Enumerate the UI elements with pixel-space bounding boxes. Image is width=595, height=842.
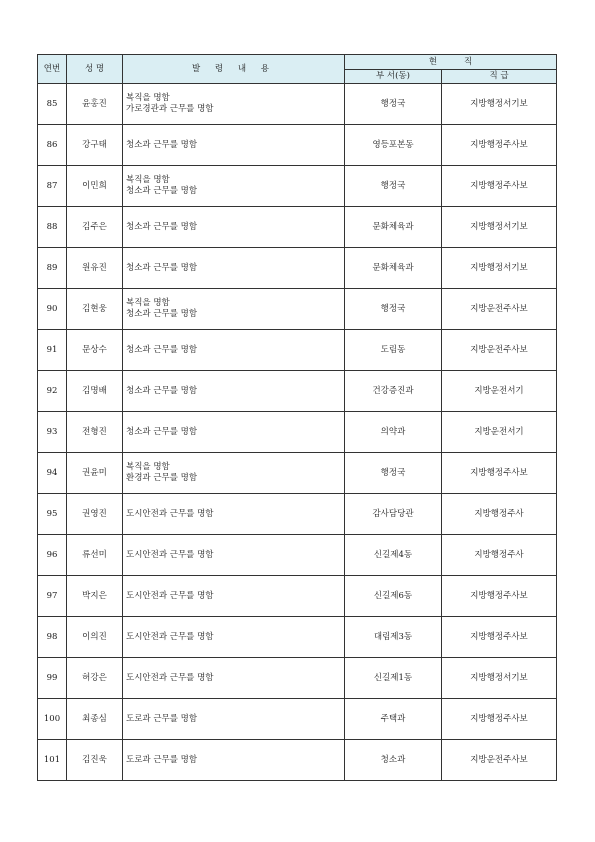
- row-rank: 지방행정주사: [442, 535, 557, 576]
- row-name: 원유진: [67, 248, 123, 289]
- row-name: 이의진: [67, 617, 123, 658]
- row-rank: 지방행정주사보: [442, 699, 557, 740]
- appointment-line: 청소과 근무를 명함: [126, 221, 198, 232]
- row-number: 101: [38, 740, 67, 781]
- row-appointment-content: [123, 535, 345, 576]
- appointment-line: 청소과 근무를 명함: [126, 426, 198, 437]
- row-department: 행정국: [345, 453, 442, 494]
- appointment-line: 청소과 근무를 명함: [126, 186, 198, 196]
- table-row: [38, 617, 557, 658]
- personnel-table: [37, 54, 557, 781]
- row-number: 88: [38, 207, 67, 248]
- row-rank: 지방행정주사보: [442, 166, 557, 207]
- row-rank: 지방행정서기보: [442, 207, 557, 248]
- appointment-line: 복직을 명함: [126, 298, 170, 308]
- row-number: 97: [38, 576, 67, 617]
- row-rank: 지방행정주사보: [442, 453, 557, 494]
- row-department: 신길제4동: [345, 535, 442, 576]
- appointment-line: 청소과 근무를 명함: [126, 262, 198, 273]
- table-row: [38, 166, 557, 207]
- row-department: 도림동: [345, 330, 442, 371]
- row-appointment-content: [123, 658, 345, 699]
- appointment-line: 청소과 근무를 명함: [126, 139, 198, 150]
- row-rank: 지방운전주사보: [442, 289, 557, 330]
- table-row: [38, 207, 557, 248]
- row-name: 최종심: [67, 699, 123, 740]
- row-name: 박지은: [67, 576, 123, 617]
- row-department: 신길제6동: [345, 576, 442, 617]
- table-row: [38, 453, 557, 494]
- row-name: 문상수: [67, 330, 123, 371]
- row-rank: 지방행정주사보: [442, 576, 557, 617]
- table-row: [38, 412, 557, 453]
- table-row: [38, 658, 557, 699]
- table-row: [38, 289, 557, 330]
- row-name: 윤홍진: [67, 84, 123, 125]
- row-appointment-content: [123, 125, 345, 166]
- table-row: [38, 248, 557, 289]
- row-appointment-content: [123, 699, 345, 740]
- row-appointment-content: [123, 289, 345, 330]
- row-department: 행정국: [345, 84, 442, 125]
- row-number: 86: [38, 125, 67, 166]
- table-row: [38, 699, 557, 740]
- header-current-position: 현 직: [345, 55, 557, 70]
- row-name: 이민희: [67, 166, 123, 207]
- row-rank: 지방행정주사: [442, 494, 557, 535]
- row-appointment-content: [123, 248, 345, 289]
- row-number: 89: [38, 248, 67, 289]
- row-department: 건강증진과: [345, 371, 442, 412]
- row-appointment-content: [123, 617, 345, 658]
- row-number: 94: [38, 453, 67, 494]
- table-row: [38, 535, 557, 576]
- appointment-line: 환경과 근무를 명함: [126, 473, 198, 483]
- row-department: 행정국: [345, 289, 442, 330]
- row-number: 96: [38, 535, 67, 576]
- row-department: 문화체육과: [345, 207, 442, 248]
- header-no: 연번: [38, 55, 67, 84]
- table-row: [38, 740, 557, 781]
- row-name: 김진욱: [67, 740, 123, 781]
- row-department: 행정국: [345, 166, 442, 207]
- row-rank: 지방운전서기: [442, 412, 557, 453]
- appointment-line: 복직을 명함: [126, 462, 170, 472]
- appointment-line: 도시안전과 근무를 명함: [126, 590, 214, 601]
- row-name: 허강은: [67, 658, 123, 699]
- row-number: 92: [38, 371, 67, 412]
- row-department: 주택과: [345, 699, 442, 740]
- row-appointment-content: [123, 371, 345, 412]
- row-department: 신길제1동: [345, 658, 442, 699]
- row-rank: 지방행정주사보: [442, 617, 557, 658]
- row-department: 대림제3동: [345, 617, 442, 658]
- row-name: 김현웅: [67, 289, 123, 330]
- table-row: [38, 84, 557, 125]
- row-name: 김명배: [67, 371, 123, 412]
- row-number: 85: [38, 84, 67, 125]
- appointment-line: 도시안전과 근무를 명함: [126, 508, 214, 519]
- row-rank: 지방행정주사보: [442, 125, 557, 166]
- row-name: 김주은: [67, 207, 123, 248]
- row-number: 95: [38, 494, 67, 535]
- row-appointment-content: [123, 330, 345, 371]
- row-appointment-content: [123, 412, 345, 453]
- appointment-line: 도로과 근무를 명함: [126, 754, 198, 765]
- row-appointment-content: [123, 207, 345, 248]
- appointment-line: 도시안전과 근무를 명함: [126, 672, 214, 683]
- row-department: 문화체육과: [345, 248, 442, 289]
- row-appointment-content: [123, 494, 345, 535]
- row-number: 100: [38, 699, 67, 740]
- table-row: [38, 371, 557, 412]
- row-number: 91: [38, 330, 67, 371]
- row-department: 감사담당관: [345, 494, 442, 535]
- row-name: 강구태: [67, 125, 123, 166]
- appointment-line: 도시안전과 근무를 명함: [126, 549, 214, 560]
- row-appointment-content: [123, 453, 345, 494]
- row-name: 권영진: [67, 494, 123, 535]
- table-row: [38, 576, 557, 617]
- header-content: 발 령 내 용: [123, 55, 345, 84]
- row-appointment-content: [123, 576, 345, 617]
- row-number: 99: [38, 658, 67, 699]
- row-rank: 지방운전주사보: [442, 330, 557, 371]
- table-row: [38, 494, 557, 535]
- row-number: 90: [38, 289, 67, 330]
- row-department: 청소과: [345, 740, 442, 781]
- row-rank: 지방운전서기: [442, 371, 557, 412]
- appointment-line: 복직을 명함: [126, 93, 170, 103]
- row-appointment-content: [123, 166, 345, 207]
- appointment-line: 가로경관과 근무를 명함: [126, 104, 214, 114]
- appointment-line: 청소과 근무를 명함: [126, 309, 198, 319]
- row-department: 영등포본동: [345, 125, 442, 166]
- row-number: 98: [38, 617, 67, 658]
- row-name: 권윤미: [67, 453, 123, 494]
- row-appointment-content: [123, 740, 345, 781]
- appointment-line: 도로과 근무를 명함: [126, 713, 198, 724]
- row-name: 전형진: [67, 412, 123, 453]
- appointment-line: 도시안전과 근무를 명함: [126, 631, 214, 642]
- table-row: [38, 125, 557, 166]
- row-name: 류선미: [67, 535, 123, 576]
- row-rank: 지방행정서기보: [442, 658, 557, 699]
- row-number: 93: [38, 412, 67, 453]
- row-rank: 지방행정서기보: [442, 84, 557, 125]
- row-number: 87: [38, 166, 67, 207]
- row-rank: 지방행정서기보: [442, 248, 557, 289]
- table-body: [38, 84, 557, 781]
- header-dept: 부 서(동): [345, 70, 442, 84]
- table-header: [38, 55, 557, 84]
- row-rank: 지방운전주사보: [442, 740, 557, 781]
- table-row: [38, 330, 557, 371]
- row-appointment-content: [123, 84, 345, 125]
- appointment-line: 청소과 근무를 명함: [126, 385, 198, 396]
- appointment-line: 청소과 근무를 명함: [126, 344, 198, 355]
- appointment-line: 복직을 명함: [126, 175, 170, 185]
- row-department: 의약과: [345, 412, 442, 453]
- header-rank: 직 급: [442, 70, 557, 84]
- header-name: 성 명: [67, 55, 123, 84]
